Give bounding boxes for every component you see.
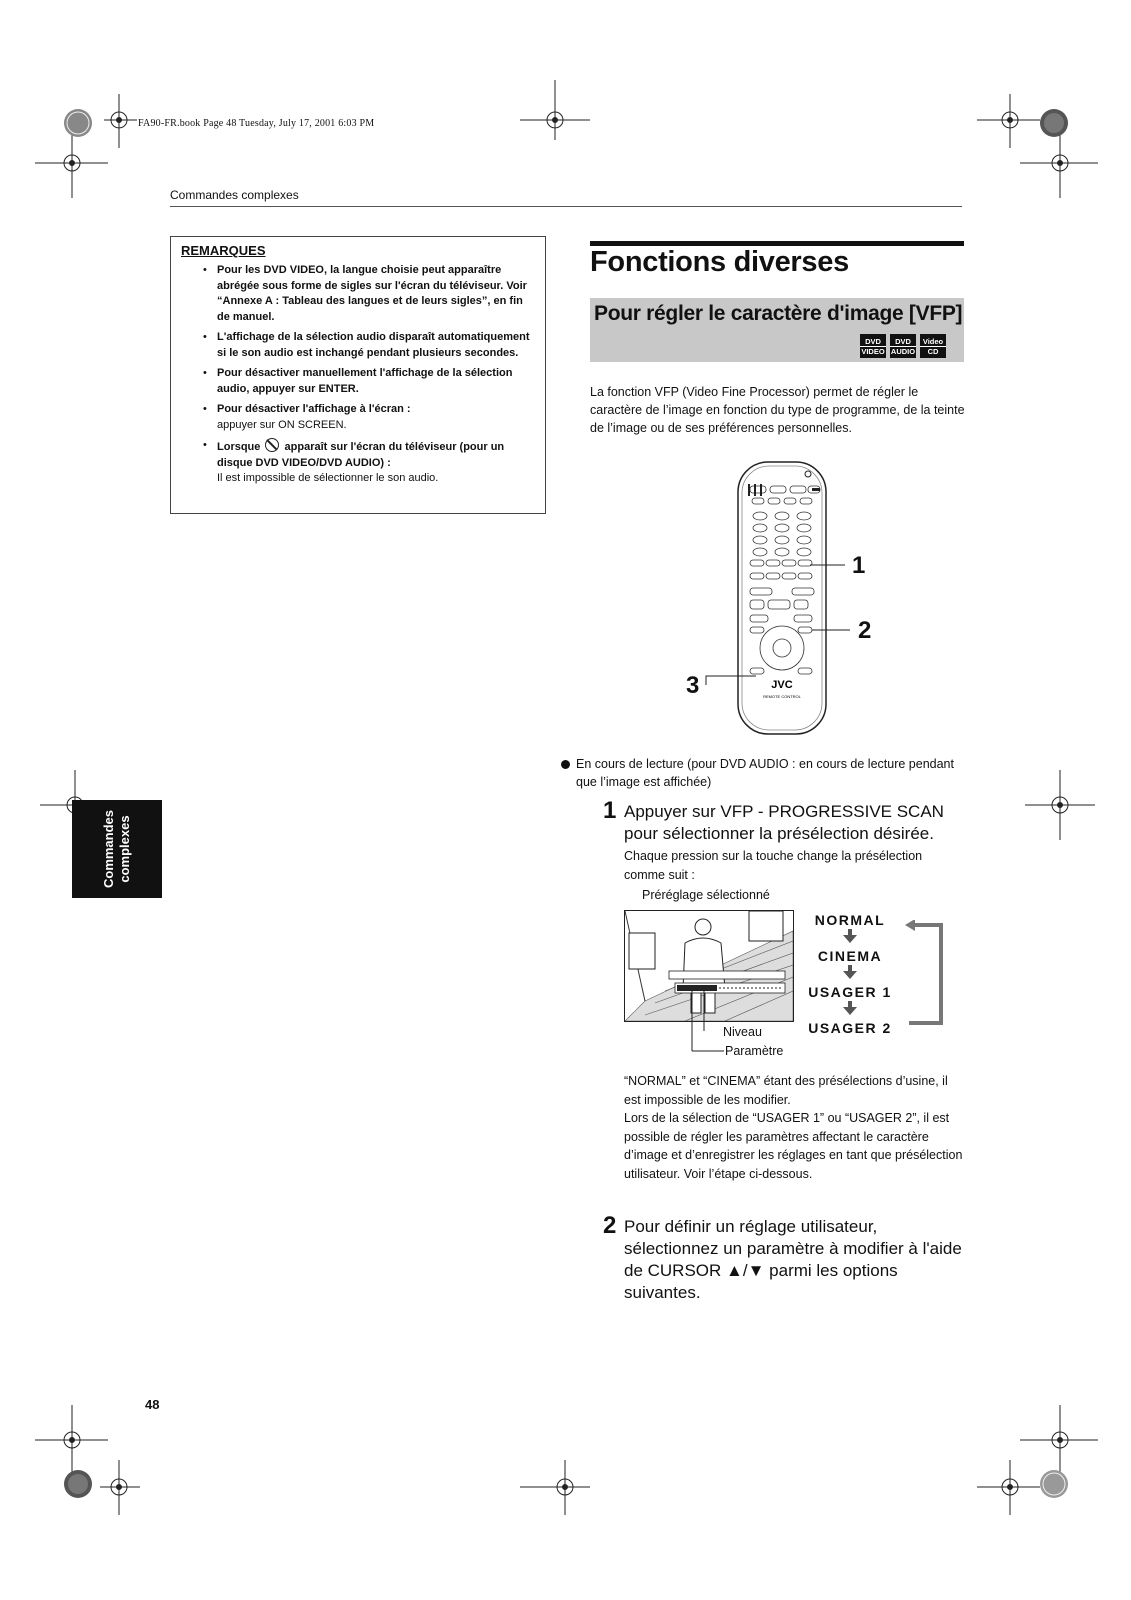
badge-top: Video <box>922 336 944 346</box>
preset-cinema: CINEMA <box>817 948 883 964</box>
note-item <box>181 438 535 487</box>
remote-brand: JVC <box>771 679 793 691</box>
preset-usager-1: USAGER 1 <box>808 984 892 1000</box>
note-text: L'affichage de la sélection audio disparaît automatiquement si le son audio est inchangé pendant plusieurs secondes. <box>217 331 530 359</box>
running-head: Commandes complexes <box>170 188 299 202</box>
step-1-number: 1 <box>603 797 617 824</box>
note-subtext: Il est impossible de sélectionner le son audio. <box>217 472 439 484</box>
niveau-label: Niveau <box>723 1025 762 1039</box>
up-down-arrow-icon: ▲/▼ <box>726 1261 765 1280</box>
side-tab-label <box>101 810 133 888</box>
step-1-description: Chaque pression sur la touche change la présélection comme suit : <box>624 849 923 882</box>
print-metadata: FA90-FR.book Page 48 Tuesday, July 17, 2001 6:03 PM <box>138 118 375 129</box>
badge-top: DVD <box>895 336 911 346</box>
note-subtext: appuyer sur ON SCREEN. <box>217 418 347 431</box>
remote-caption: REMOTE CONTROL <box>763 694 801 699</box>
callout-3: 3 <box>686 672 700 699</box>
preset-normal: NORMAL <box>814 912 886 928</box>
header-rule <box>170 206 962 207</box>
down-arrow-icon <box>790 930 910 948</box>
parametre-label: Paramètre <box>725 1044 784 1058</box>
note-text: Pour désactiver l'affichage à l'écran : <box>217 403 411 415</box>
bullet-note: En cours de lecture (pour DVD AUDIO : en cours de lecture pendant que l’image est affichée) <box>560 755 966 791</box>
badge-bottom: AUDIO <box>890 346 916 356</box>
badge-top: DVD <box>865 336 881 346</box>
step-2-heading-text: Pour définir un réglage utilisateur, sélectionnez un paramètre à modifier à l'aide de CURSOR <box>624 1217 962 1280</box>
note-text: Pour les DVD VIDEO, la langue choisie peut apparaître abrégée sous forme de sigles sur l'écran du téléviseur. Voir “Annexe A : Tableau des langues et de leurs sigles”, en fin de manuel. <box>217 264 527 323</box>
down-arrow-icon <box>790 1002 910 1020</box>
callout-1: 1 <box>852 552 866 579</box>
intro-paragraph: La fonction VFP (Video Fine Processor) permet de régler le caractère de l’image en fonction du type de programme, de la teinte de l’image ou de ses préférences personnelles. <box>590 385 965 435</box>
side-tab-line-2: complexes <box>117 815 132 883</box>
remarques-title: REMARQUES <box>181 243 266 258</box>
preset-cycle-list <box>790 912 910 1038</box>
video-cd-badge <box>920 334 946 358</box>
note-item <box>181 263 535 325</box>
prohibited-icon <box>265 438 279 452</box>
step-2-heading-text-end: parmi les options suivantes. <box>624 1261 898 1302</box>
dvd-audio-badge <box>890 334 916 358</box>
down-arrow-icon <box>790 966 910 984</box>
note-item <box>181 330 535 361</box>
step-2-number: 2 <box>603 1212 617 1239</box>
preset-user-note: Lors de la sélection de “USAGER 1” ou “USAGER 2”, il est possible de régler les paramètres affectant le caractère d’image et d’enregistrer les réglages en tant que présélection utilisateur. Voir l’étape ci-dessous. <box>624 1111 963 1181</box>
preset-factory-note: “NORMAL” et “CINEMA” étant des présélections d’usine, il est impossible de les modifier. <box>624 1074 948 1107</box>
page-number: 48 <box>145 1397 160 1412</box>
remarques-list <box>181 263 535 487</box>
step-2-heading <box>624 1216 974 1304</box>
side-tab-line-1: Commandes <box>101 809 116 889</box>
badge-bottom: CD <box>920 346 946 356</box>
remote-control-illustration <box>680 460 880 740</box>
note-item <box>181 402 535 433</box>
note-text: Pour désactiver manuellement l'affichage de la sélection audio, appuyer sur ENTER. <box>217 367 513 395</box>
preset-label: Préréglage sélectionné <box>642 888 770 902</box>
page-title: Fonctions diverses <box>590 246 849 278</box>
note-item <box>181 366 535 397</box>
callout-2: 2 <box>858 617 872 644</box>
note-text: apparaît sur l'écran du téléviseur (pour un disque DVD VIDEO/DVD AUDIO) : <box>217 441 505 469</box>
disc-badges <box>860 334 946 358</box>
preset-usager-2: USAGER 2 <box>808 1020 892 1036</box>
preset-explanation <box>624 1072 964 1183</box>
cycle-return-arrow-icon <box>905 920 945 1030</box>
dvd-video-badge <box>860 334 886 358</box>
note-text: Lorsque <box>217 441 261 453</box>
section-title: Pour régler le caractère d'image [VFP] <box>594 302 963 325</box>
badge-bottom: VIDEO <box>861 346 885 356</box>
step-1-heading: Appuyer sur VFP - PROGRESSIVE SCAN pour sélectionner la présélection désirée. <box>624 802 944 843</box>
remarques-box <box>170 236 546 514</box>
side-tab <box>72 800 162 898</box>
